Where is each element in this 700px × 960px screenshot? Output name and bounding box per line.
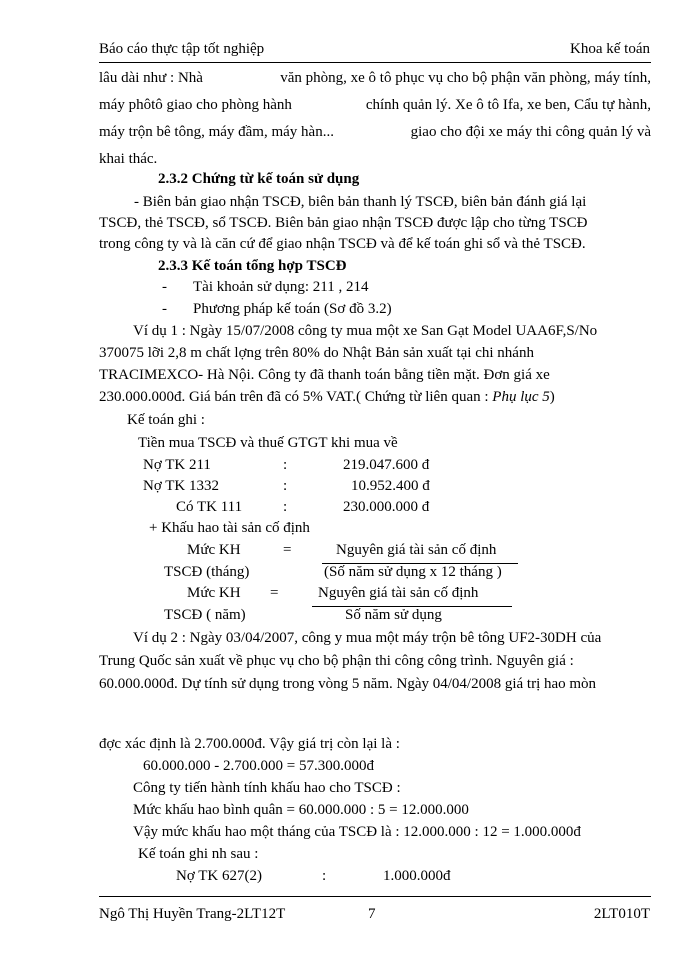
formula2-equals: = xyxy=(270,585,279,601)
ex1-line1: Ví dụ 1 : Ngày 15/07/2008 công ty mua một xe San Gạt Model UAA6F,S/No xyxy=(133,323,598,339)
para1-line3: máy trộn bê tông, máy đầm, máy hàn... giao cho đội xe máy thi công quản lý và xyxy=(99,124,651,140)
header-right: Khoa kế toán xyxy=(570,41,650,57)
ex2-line5: Công ty tiến hành tính khấu hao cho TSCĐ : xyxy=(133,780,401,796)
entry-acct-1332: Nợ TK 1332 xyxy=(143,478,219,494)
section-2-3-3-heading: 2.3.3 Kế toán tổng hợp TSCĐ xyxy=(158,258,347,274)
entry-acct-211: Nợ TK 211 xyxy=(143,457,211,473)
formula2-label-1: Mức KH xyxy=(187,585,241,601)
footer-page-number: 7 xyxy=(368,906,376,922)
para1-line1: lâu dài như : Nhà văn phòng, xe ô tô phục vụ cho bộ phận văn phòng, máy tính, xyxy=(99,70,651,86)
ex2-line7: Vậy mức khấu hao một tháng của TSCĐ là : 12.000.000 : 12 = 1.000.000đ xyxy=(133,824,581,840)
formula1-denominator: (Số năm sử dụng x 12 tháng ) xyxy=(324,564,502,580)
ex1-ketoan-ghi: Kế toán ghi : xyxy=(127,412,205,428)
ex1-line2: 370075 lỡi 2,8 m chất lợng trên 80% do Nhật Bản sản xuất tại chi nhánh xyxy=(99,345,534,361)
entry-amount-1332: 10.952.400 đ xyxy=(351,478,430,494)
ex2-entry-colon: : xyxy=(322,868,327,884)
para1-line4: khai thác. xyxy=(99,151,158,167)
header-left: Báo cáo thực tập tốt nghiệp xyxy=(99,41,265,57)
ex2-line2: Trung Quốc sản xuất về phục vụ cho bộ phận thi công công trình. Nguyên giá : xyxy=(99,653,574,669)
ex2-line8: Kế toán ghi nh sau : xyxy=(138,846,259,862)
s232-line1: - Biên bản giao nhận TSCĐ, biên bản thanh lý TSCĐ, biên bản đánh giá lại xyxy=(134,194,587,210)
bullet-dash-1: - xyxy=(162,279,167,295)
entry-colon: : xyxy=(283,457,288,473)
formula2-numerator: Nguyên giá tài sản cố định xyxy=(318,585,479,601)
formula2-label-2: TSCĐ ( năm) xyxy=(164,607,246,623)
entry-colon: : xyxy=(283,499,288,515)
bullet-dash-2: - xyxy=(162,301,167,317)
ex1-line3: TRACIMEXCO- Hà Nội. Công ty đã thanh toán bằng tiền mặt. Đơn giá xe xyxy=(99,367,550,383)
ex2-entry-acct: Nợ TK 627(2) xyxy=(176,868,262,884)
formula1-label-1: Mức KH xyxy=(187,542,241,558)
ex1-line4: 230.000.000đ. Giá bán trên đã có 5% VAT.( Chứng từ liên quan : Phụ lục 5) xyxy=(99,389,555,405)
para1-line2: máy phôtô giao cho phòng hành chính quản lý. Xe ô tô Ifa, xe ben, Cẩu tự hành, xyxy=(99,97,651,113)
depreciation-title: + Khấu hao tài sản cố định xyxy=(149,520,310,536)
section-2-3-2-heading: 2.3.2 Chứng từ kế toán sử dụng xyxy=(158,171,360,187)
entry-acct-111: Có TK 111 xyxy=(176,499,243,515)
footer-class-code: 2LT010T xyxy=(593,906,650,922)
header-rule xyxy=(99,62,651,63)
ex2-line4: đợc xác định là 2.700.000đ. Vậy giá trị còn lại là : xyxy=(99,736,400,752)
formula1-equals: = xyxy=(283,542,292,558)
footer-rule xyxy=(99,896,651,897)
s232-line3: trong công ty và là căn cứ để giao nhận TSCĐ và để kế toán ghi sổ và thẻ TSCĐ. xyxy=(99,236,586,252)
entry-amount-111: 230.000.000 đ xyxy=(343,499,430,515)
entry-colon: : xyxy=(283,478,288,494)
ex2-line6: Mức khấu hao bình quân = 60.000.000 : 5 = 12.000.000 xyxy=(133,802,469,818)
ex2-entry-amount: 1.000.000đ xyxy=(383,868,451,884)
bullet-accounts-used: Tài khoản sử dụng: 211 , 214 xyxy=(193,279,369,295)
footer-author: Ngô Thị Huyền Trang-2LT12T xyxy=(99,906,286,922)
formula2-denominator: Số năm sử dụng xyxy=(345,607,442,623)
ex1-entry-subtitle: Tiền mua TSCĐ và thuế GTGT khi mua về xyxy=(138,435,398,451)
formula1-label-2: TSCĐ (tháng) xyxy=(164,564,250,580)
s232-line2: TSCĐ, thẻ TSCĐ, sổ TSCĐ. Biên bản giao nhận TSCĐ được lập cho từng TSCĐ xyxy=(99,215,588,231)
ex2-calc: 60.000.000 - 2.700.000 = 57.300.000đ xyxy=(143,758,374,774)
ex2-line1: Ví dụ 2 : Ngày 03/04/2007, công y mua một máy trộn bê tông UF2-30DH của xyxy=(133,630,602,646)
bullet-accounting-method: Phương pháp kế toán (Sơ đồ 3.2) xyxy=(193,301,392,317)
formula1-numerator: Nguyên giá tài sản cố định xyxy=(336,542,497,558)
ex2-line3: 60.000.000đ. Dự tính sử dụng trong vòng 5 năm. Ngày 04/04/2008 giá trị hao mòn xyxy=(99,676,597,692)
entry-amount-211: 219.047.600 đ xyxy=(343,457,430,473)
